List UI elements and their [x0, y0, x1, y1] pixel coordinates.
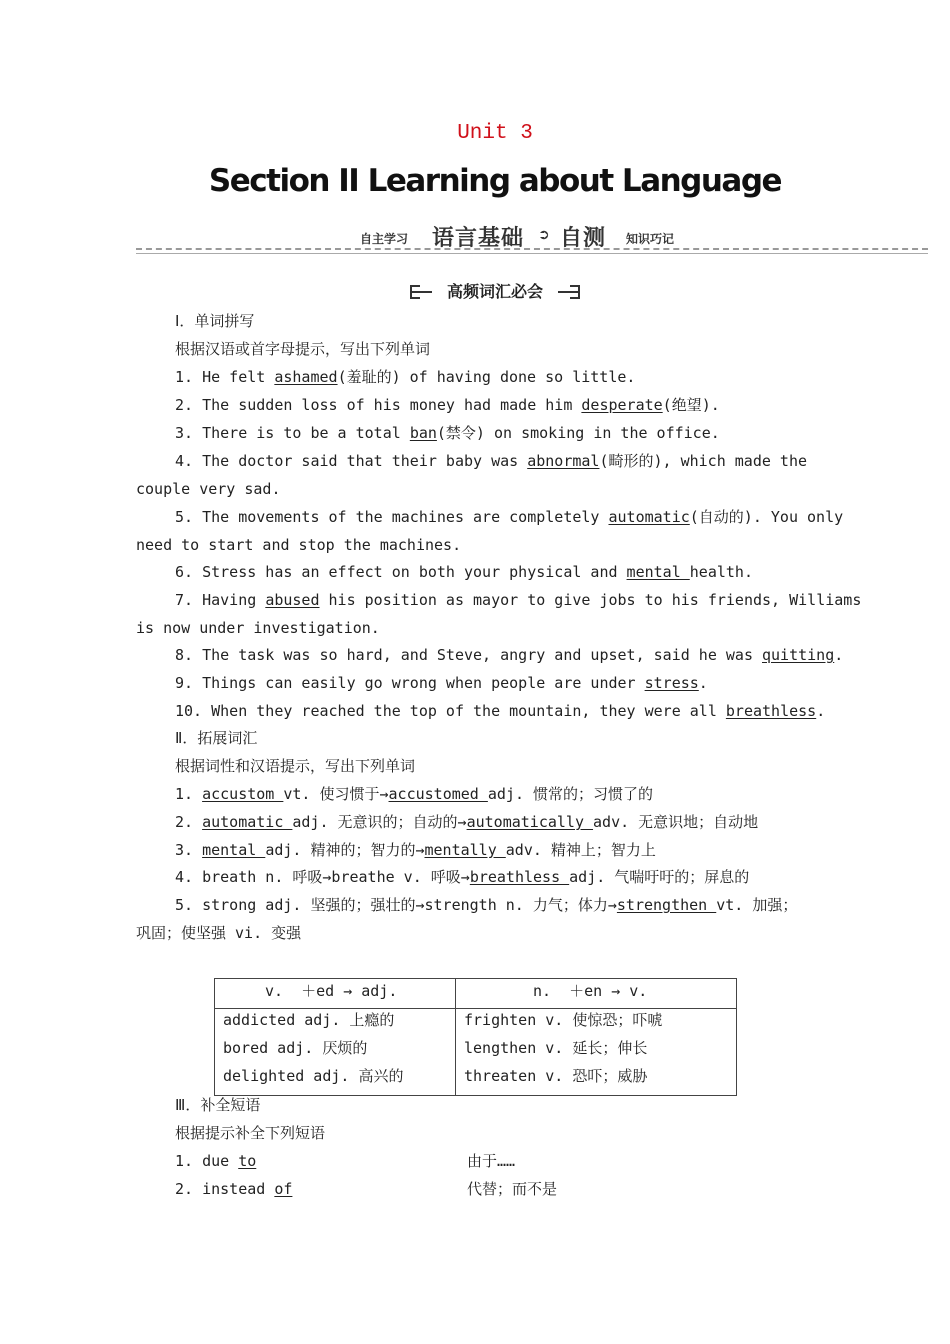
answer: abused — [265, 591, 320, 609]
answer: accustomed — [388, 785, 488, 803]
arrow-icon: ➲ — [538, 227, 551, 243]
answer: breathless — [725, 702, 817, 720]
list-item: 5. strong adj. 坚强的；强壮的→strength n. 力气；体力→strengthen vt. 加强； — [175, 896, 798, 914]
banner-main-label: 语言基础 — [432, 226, 525, 251]
part2-instruction: 根据词性和汉语提示，写出下列单词 — [175, 757, 416, 775]
section-heading — [410, 279, 580, 303]
answer: strengthen — [616, 896, 717, 914]
phrase-meaning: 由于…… — [467, 1152, 516, 1170]
answer: to — [238, 1152, 257, 1170]
table-cell: lengthen v. 延长；伸长 — [464, 1039, 648, 1057]
table-header-right: n. ＋en → v. — [533, 982, 648, 1000]
list-item: 2. The sudden loss of his money had made him desperate(绝望). — [175, 396, 720, 414]
part2-heading: Ⅱ．拓展词汇 — [175, 729, 258, 747]
divider — [136, 253, 928, 254]
word-formation-table — [214, 978, 737, 1096]
phrase-meaning: 代替；而不是 — [467, 1180, 558, 1198]
banner-right-label: 知识巧记 — [626, 232, 675, 246]
answer: mental — [202, 841, 266, 859]
list-item: 4. The doctor said that their baby was abnormal(畸形的), which made the — [175, 452, 808, 470]
list-item-continued: is now under investigation. — [136, 619, 380, 637]
divider — [136, 248, 928, 250]
list-item: 2. automatic adj. 无意识的；自动的→automatically adv. 无意识地；自动地 — [175, 813, 759, 831]
answer: mentally — [424, 841, 506, 859]
answer: accustom — [202, 785, 284, 803]
answer: automatically — [466, 813, 594, 831]
list-item: 10. When they reached the top of the mountain, they were all breathless. — [175, 702, 826, 720]
list-item: 3. mental adj. 精神的；智力的→mentally adv. 精神上；智力上 — [175, 841, 656, 859]
answer: ashamed — [274, 368, 338, 386]
list-item: 1. accustom vt. 使习惯于→accustomed adj. 惯常的；习惯了的 — [175, 785, 654, 803]
answer: automatic — [608, 508, 690, 526]
answer: quitting — [762, 646, 835, 664]
answer: abnormal — [527, 452, 600, 470]
table-cell: frighten v. 使惊恐；吓唬 — [464, 1011, 663, 1029]
unit-label: Unit 3 — [457, 122, 533, 145]
table-header-left: v. ＋ed → adj. — [265, 982, 398, 1000]
section-banner — [136, 220, 928, 256]
table-cell: bored adj. 厌烦的 — [223, 1039, 368, 1057]
table-cell: threaten v. 恐吓；威胁 — [464, 1067, 648, 1085]
part3-instruction: 根据提示补全下列短语 — [175, 1124, 326, 1142]
section-heading-label: 高频词汇必会 — [432, 279, 558, 302]
answer: stress — [644, 674, 699, 692]
answer: of — [274, 1180, 293, 1198]
list-item: 1. He felt ashamed(羞耻的) of having done so little. — [175, 368, 636, 386]
part3-heading: Ⅲ．补全短语 — [175, 1096, 261, 1114]
answer: mental — [626, 563, 690, 581]
banner-main-label-2: 自测 — [560, 226, 607, 251]
list-item: 1. due to — [175, 1152, 257, 1170]
list-item: 8. The task was so hard, and Steve, angry and upset, said he was quitting. — [175, 646, 844, 664]
answer: desperate — [581, 396, 663, 414]
list-item: 4. breath n. 呼吸→breathe v. 呼吸→breathless adj. 气喘吁吁的；屏息的 — [175, 868, 750, 886]
list-item-continued: 巩固；使坚强 vi. 变强 — [136, 924, 302, 942]
list-item: 7. Having abused his position as mayor to give jobs to his friends, Williams — [175, 591, 862, 609]
answer: automatic — [202, 813, 293, 831]
banner-left-label: 自主学习 — [360, 232, 409, 246]
page-title: Section II Learning about Language — [208, 163, 782, 199]
list-item: 5. The movements of the machines are completely automatic(自动的). You only — [175, 508, 844, 526]
answer: ban — [409, 424, 437, 442]
answer: breathless — [469, 868, 570, 886]
part1-instruction: 根据汉语或首字母提示，写出下列单词 — [175, 340, 431, 358]
list-item: 3. There is to be a total ban(禁令) on smoking in the office. — [175, 424, 720, 442]
list-item-continued: couple very sad. — [136, 480, 281, 498]
table-cell: delighted adj. 高兴的 — [223, 1067, 404, 1085]
table-cell: addicted adj. 上瘾的 — [223, 1011, 395, 1029]
list-item-continued: need to start and stop the machines. — [136, 536, 462, 554]
part1-heading: Ⅰ．单词拼写 — [175, 312, 255, 330]
list-item: 6. Stress has an effect on both your physical and mental health. — [175, 563, 753, 581]
list-item: 9. Things can easily go wrong when people are under stress. — [175, 674, 708, 692]
list-item: 2. instead of — [175, 1180, 293, 1198]
